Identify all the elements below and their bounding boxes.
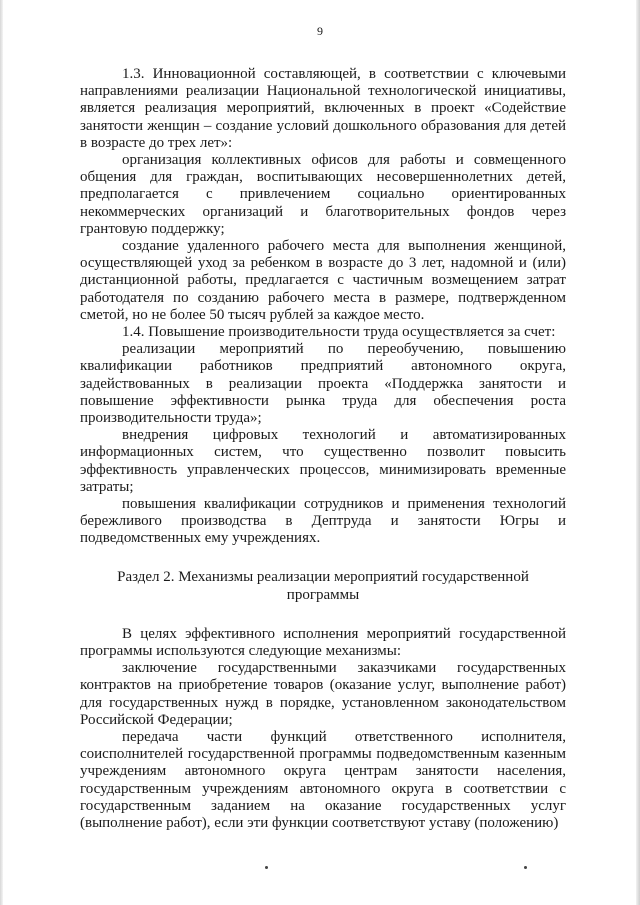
list-item-lean-production: повышения квалификации сотрудников и применения технологий бережливого производства в Дептруда и занятости Югры и подведомственных ему учреждениях. xyxy=(80,496,566,547)
paragraph-1-4: 1.4. Повышение производительности труда осуществляется за счет: xyxy=(122,324,556,341)
scan-speck xyxy=(524,866,527,869)
paragraph-mechanisms-intro: В целях эффективного исполнения мероприятий государственной программы используются следующие механизмы: xyxy=(80,625,566,659)
section-title: Раздел 2. Механизмы реализации мероприятий государственной программы xyxy=(117,568,529,603)
paragraph-1-3: 1.3. Инновационной составляющей, в соответствии с ключевыми направлениями реализации Национальной технологической инициативы, является реализация мероприятий, включенных в проект «Содействие занятости женщин – создание условий дошкольного образования для детей в возрасте до трех лет»: xyxy=(80,66,566,151)
list-item-remote-workplace: создание удаленного рабочего места для выполнения женщиной, осуществляющей уход за ребенком в возрасте до 3 лет, надомной и (или) дистанционной работы, предлагается с частичным возмещением затрат работодателя по созданию рабочего места в размере, подтвержденном сметой, но не более 50 тысяч рублей за каждое место. xyxy=(80,238,566,323)
list-item-transfer-functions: передача части функций ответственного исполнителя, соисполнителей государственной программы подведомственным казенным учреждениям автономного округа центрам занятости населения, государственным учреждениям автономного округа в соответствии с государственным заданием на оказание государственных услуг (выполнение работ), если эти функции соответствуют уставу (положению) xyxy=(80,728,566,831)
list-item-retraining: реализации мероприятий по переобучению, повышению квалификации работников предприятий автономного округа, задействованных в реализации проекта «Поддержка занятости и повышение эффективности рынка труда для обеспечения роста производительности труда»; xyxy=(80,341,566,427)
document-body xyxy=(80,66,566,832)
scan-edge-left xyxy=(0,0,3,905)
list-item-digital-technologies: внедрения цифровых технологий и автоматизированных информационных систем, что существенно позволит повысить эффективность управленческих процессов, минимизировать временные затраты; xyxy=(80,427,566,495)
scan-edge-right xyxy=(636,0,640,905)
list-item-state-contracts: заключение государственными заказчиками государственных контрактов на приобретение товаров (оказание услуг, выполнение работ) для государственных нужд в порядке, установленном законодательством Российской Федерации; xyxy=(80,660,566,728)
page-number: 9 xyxy=(317,24,323,38)
list-item-coworking-offices: организация коллективных офисов для работы и совмещенного общения для граждан, воспитывающих несовершеннолетних детей, предполагается с привлечением социально ориентированных некоммерческих организаций и благотворительных фондов через грантовую поддержку; xyxy=(80,152,566,237)
scan-speck xyxy=(265,866,268,869)
